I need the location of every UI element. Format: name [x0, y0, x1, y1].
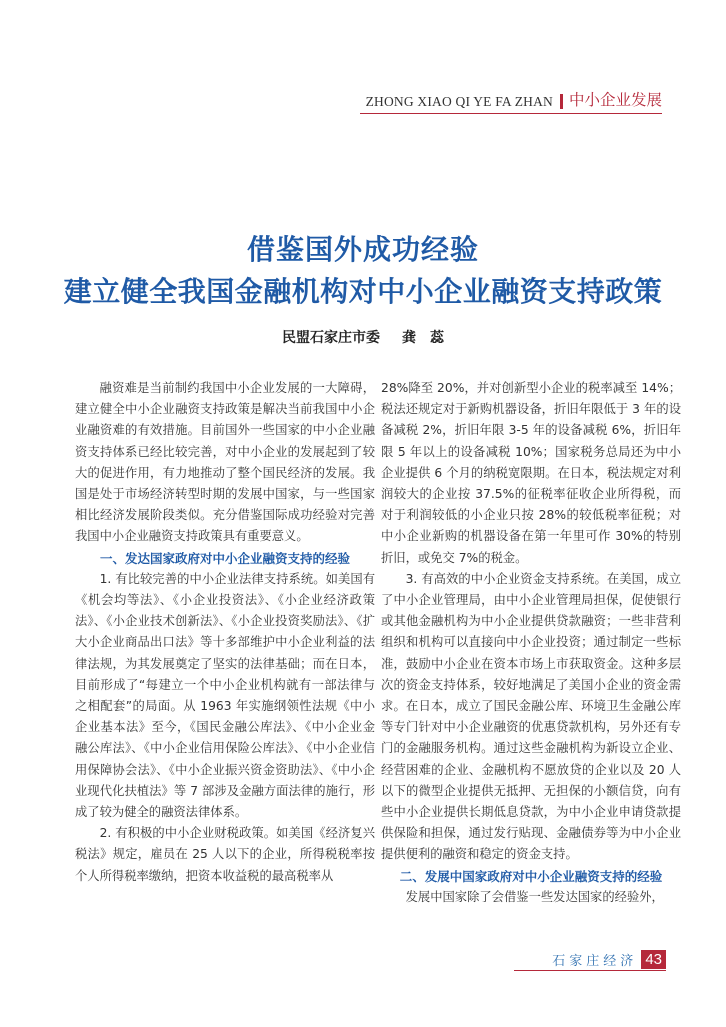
- article-title-line-1: 借鉴国外成功经验: [246, 233, 479, 266]
- section-heading-1: 一、发达国家政府对中小企业融资支持的经验: [99, 550, 350, 566]
- author-organization: 民盟石家庄市委: [282, 330, 380, 346]
- header-divider: [560, 94, 563, 109]
- byline: [0, 327, 726, 347]
- page-number: 43: [641, 950, 666, 969]
- header-section-name: 中小企业发展: [568, 91, 662, 109]
- paragraph-legal-system: 1. 有比较完善的中小企业法律支持系统。如美国有《机会均等法》、《小企业投资法》、《小企业经济政策法》、《小企业技术创新法》、《小企业投资奖励法》、《扩大小企业商品出口法》等十多部维护中小企业利益的法律法规，为其发展奠定了坚实的法律基础；而在日本，目前形成了“每建立一个中小企业机构就有一部法律与之相配套”的局面。从 1963 年实施纲领性法规《中小企业基本法》至今，《国民金融公库法》、《中小企业金融公库法》、《中小企业信用保险公库法》、《中小企业信用保障协会法》、《中小企业振兴资金资助法》、《中小企业现代化扶植法》等 7 部涉及金融方面法律的施行，形成了较为健全的融资法律体系。: [75, 571, 375, 820]
- right-column: [381, 378, 681, 908]
- paragraph-fiscal-policy-continued: 28%降至 20%，并对创新型小企业的税率减至 14%；税法还规定对于新购机器设备，折旧年限低于 3 年的设备减税 2%，折旧年限 3-5 年的设备减税 6%，折旧年限 5 年以上的设备减税 10%；国家税务总局还为中小企业提供 6 个月的纳税宽限期。在日本，税法规定对利润较大的企业按 37.5%的征税率征收企业所得税，而对于利润较低的小企业只按 28%的较低税率征税；对中小企业新购的机器设备在第一年里可作 30%的特别折旧，或免交 7%的税金。: [381, 381, 681, 565]
- paragraph-funding-system: 3. 有高效的中小企业资金支持系统。在美国，成立了中小企业管理局，由中小企业管理局担保，促使银行或其他金融机构为中小企业提供贷款融资；一些非营利组织和机构可以直接向中小企业投资；通过制定一些标准，鼓励中小企业在资本市场上市获取资金。这种多层次的资金支持体系，较好地满足了美国小企业的资金需求。在日本，成立了国民金融公库、环境卫生金融公库等专门针对中小企业融资的优惠贷款机构，另外还有专门的金融服务机构。通过这些金融机构为新设立企业、经营困难的企业、金融机构不愿放贷的企业以及 20 人以下的微型企业提供无抵押、无担保的小额信贷，向有些中小企业提供长期低息贷款，为中小企业申请贷款提供保险和担保，通过发行贴现、金融债券等为中小企业提供便利的融资和稳定的资金支持。: [381, 571, 681, 862]
- paragraph-developing-countries: 发展中国家除了会借鉴一些发达国家的经验外，: [405, 889, 664, 904]
- paragraph-fiscal-policy: 2. 有积极的中小企业财税政策。如美国《经济复兴税法》规定，雇员在 25 人以下的企业，所得税税率按个人所得税率缴纳，把资本收益税的最高税率从: [75, 826, 375, 883]
- article-title-line-2: 建立健全我国金融机构对中小企业融资支持政策: [63, 275, 663, 308]
- section-heading-2: 二、发展中国家政府对中小企业融资支持的经验: [399, 868, 663, 884]
- intro-paragraph: 融资难是当前制约我国中小企业发展的一大障碍，建立健全中小企业融资支持政策是解决当前我国中小企业融资难的有效措施。目前国外一些国家的中小企业融资支持体系已经比较完善，对中小企业的发展起到了较大的促进作用，有力地推动了整个国民经济的发展。我国是处于市场经济转型时期的发展中国家，与一些国家相比经济发展阶段类似。充分借鉴国际成功经验对完善我国中小企业融资支持政策具有重要意义。: [75, 381, 375, 544]
- left-column: [75, 378, 375, 887]
- magazine-name: 石家庄经济: [552, 953, 638, 969]
- header-pinyin: ZHONG XIAO QI YE FA ZHAN: [365, 94, 553, 109]
- running-footer: [514, 948, 666, 971]
- author-name: 龚 蕊: [402, 330, 444, 346]
- running-header: [360, 86, 662, 114]
